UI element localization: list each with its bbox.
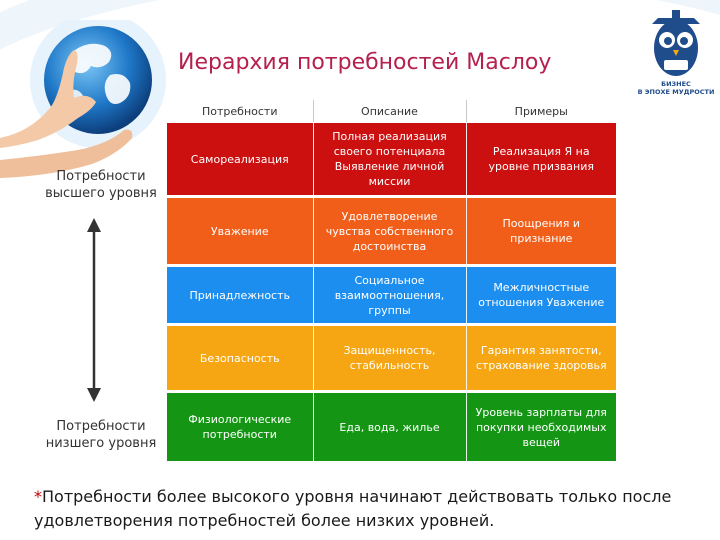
owl-logo [636, 4, 716, 100]
need-cell: Безопасность [167, 325, 313, 392]
page-title: Иерархия потребностей Маслоу [178, 50, 552, 75]
examples-cell: Межличностные отношения Уважение [466, 266, 616, 325]
examples-cell: Реализация Я на уровне призвания [466, 123, 616, 197]
description-cell: Еда, вода, жилье [313, 392, 466, 463]
header-examples: Примеры [466, 100, 616, 123]
need-cell: Принадлежность [167, 266, 313, 325]
need-cell: Самореализация [167, 123, 313, 197]
examples-cell: Уровень зарплаты для покупки необходимых вещей [466, 392, 616, 463]
footnote-text: Потребности более высокого уровня начинают действовать только после удовлетворения потребностей более низких уровней. [34, 487, 672, 530]
footnote [34, 485, 714, 533]
header-description: Описание [313, 100, 466, 123]
footnote-star: * [34, 487, 42, 506]
description-cell: Защищенность, стабильность [313, 325, 466, 392]
table-row [167, 123, 616, 197]
description-cell: Удовлетворение чувства собственного достоинства [313, 197, 466, 266]
owl-icon [636, 4, 716, 80]
table-header-row [167, 100, 616, 123]
description-cell: Социальное взаимоотношения, группы [313, 266, 466, 325]
hands-globe-illustration [0, 20, 175, 180]
maslow-table [167, 100, 616, 464]
table-row [167, 197, 616, 266]
examples-cell: Гарантия занятости, страхование здоровья [466, 325, 616, 392]
logo-line-2: В ЭПОХЕ МУДРОСТИ [637, 88, 715, 96]
description-cell: Полная реализация своего потенциала Выявление личной миссии [313, 123, 466, 197]
table-row [167, 325, 616, 392]
need-cell: Уважение [167, 197, 313, 266]
lower-needs-label: Потребности низшего уровня [45, 419, 157, 451]
double-arrow-icon [84, 218, 104, 402]
header-needs: Потребности [167, 100, 313, 123]
logo-line-1: БИЗНЕС [661, 80, 691, 88]
examples-cell: Поощрения и признание [466, 197, 616, 266]
higher-needs-label: Потребности высшего уровня [45, 169, 157, 201]
table-row [167, 266, 616, 325]
need-cell: Физиологические потребности [167, 392, 313, 463]
table-row [167, 392, 616, 463]
